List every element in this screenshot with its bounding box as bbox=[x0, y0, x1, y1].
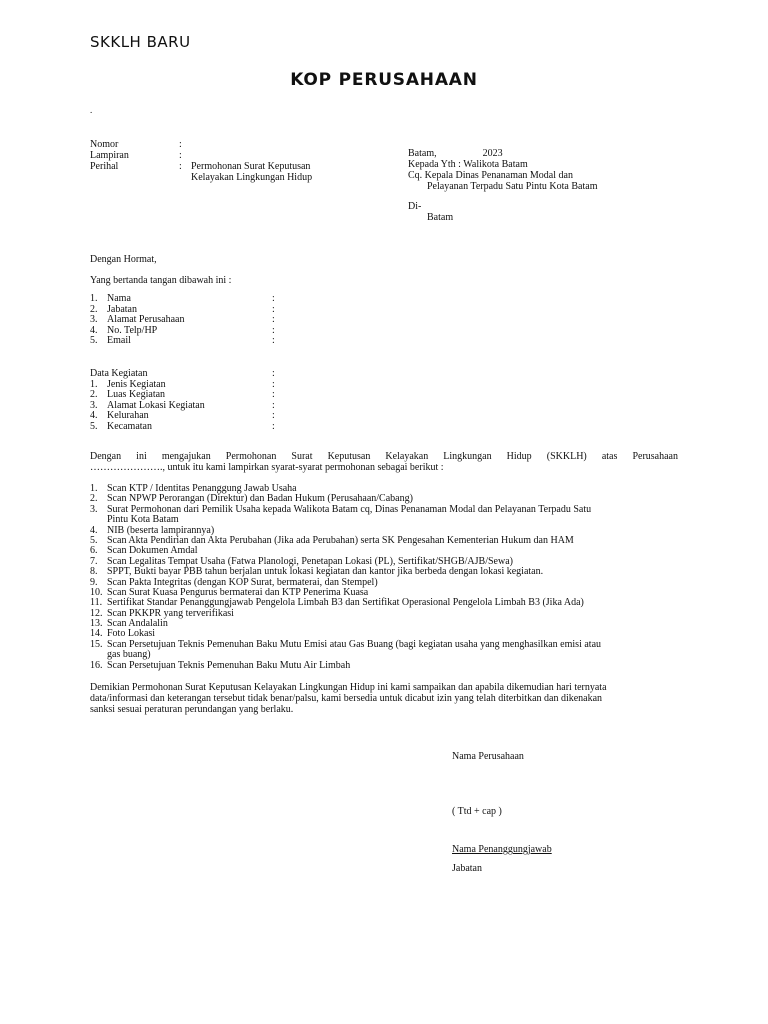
meta-colon: : bbox=[179, 139, 182, 150]
request-line: Dengan ini mengajukan Permohonan Surat Keputusan Kelayakan Lingkungan Hidup (SKKLH) atas Perusahaan bbox=[90, 451, 678, 462]
field-label: Nama bbox=[107, 293, 131, 304]
activity-list bbox=[90, 380, 275, 433]
date-year: 2023 bbox=[482, 148, 503, 159]
field-colon: : bbox=[272, 293, 275, 304]
field-label: Kelurahan bbox=[107, 410, 149, 421]
activity-section bbox=[90, 369, 275, 432]
item-text: Scan Pakta Integritas (dengan KOP Surat, bermaterai, dan Stempel) bbox=[107, 576, 378, 588]
intro-line: Yang bertanda tangan dibawah ini : bbox=[90, 275, 232, 286]
field-colon: : bbox=[272, 420, 275, 432]
field-label: Alamat Perusahaan bbox=[107, 314, 185, 325]
item-number: 1. bbox=[90, 483, 98, 494]
field-label: Jabatan bbox=[107, 303, 137, 315]
item-number: 4. bbox=[90, 410, 98, 421]
meta-colon: : bbox=[179, 161, 182, 172]
meta-value: Permohonan Surat Keputusan bbox=[191, 161, 311, 172]
item-number: 4. bbox=[90, 524, 98, 536]
list-item bbox=[90, 422, 275, 433]
field-colon: : bbox=[272, 324, 275, 336]
item-number: 2. bbox=[90, 303, 98, 315]
item-number: 3. bbox=[90, 503, 98, 515]
list-item bbox=[90, 640, 601, 650]
request-line: …………………., untuk itu kami lampirkan syarat-syarat permohonan sebagai berikut : bbox=[90, 462, 444, 473]
item-number: 2. bbox=[90, 493, 98, 505]
list-item bbox=[90, 661, 601, 671]
item-number: 16. bbox=[90, 659, 103, 671]
field-label: Email bbox=[107, 335, 131, 346]
meta-value-cont: Kelayakan Lingkungan Hidup bbox=[191, 172, 313, 183]
field-colon: : bbox=[272, 335, 275, 346]
item-text: Sertifikat Standar Penanggungjawab Pengelola Limbah B3 dan Sertifikat Operasional Pengelola Limbah B3 (Jika Ada) bbox=[107, 597, 584, 609]
item-text: NIB (beserta lampirannya) bbox=[107, 524, 215, 536]
item-number: 1. bbox=[90, 378, 98, 390]
recipient-to: Kepada Yth : Walikota Batam bbox=[408, 159, 528, 170]
item-text: Scan Persetujuan Teknis Pemenuhan Baku Mutu Air Limbah bbox=[107, 659, 351, 671]
item-number: 9. bbox=[90, 576, 98, 588]
greeting: Dengan Hormat, bbox=[90, 254, 157, 265]
identity-list bbox=[90, 294, 275, 347]
meta-label: Nomor bbox=[90, 139, 119, 150]
item-number: 7. bbox=[90, 555, 98, 567]
list-item bbox=[90, 336, 275, 347]
item-text: Scan KTP / Identitas Penanggung Jawab Usaha bbox=[107, 483, 297, 494]
item-number: 1. bbox=[90, 293, 98, 304]
item-text: SPPT, Bukti bayar PBB tahun berjalan untuk lokasi kegiatan dan kantor jika berbeda dengan lokasi kegiatan. bbox=[107, 566, 544, 578]
stray-dot: . bbox=[90, 105, 93, 115]
meta-label: Perihal bbox=[90, 161, 119, 172]
activity-title-row bbox=[90, 369, 275, 380]
field-colon: : bbox=[272, 399, 275, 411]
item-number: 12. bbox=[90, 607, 103, 619]
item-number: 8. bbox=[90, 566, 98, 578]
item-text: Scan Akta Pendirian dan Akta Perubahan (Jika ada Perubahan) serta SK Pengesahan Kementerian Hukum dan HAM bbox=[107, 534, 574, 546]
closing-line: Demikian Permohonan Surat Keputusan Kelayakan Lingkungan Hidup ini kami sampaikan dan apabila dikemudian hari ternyata bbox=[90, 682, 607, 693]
item-text: Scan Legalitas Tempat Usaha (Fatwa Planologi, Penetapan Lokasi (PL), Sertifikat/SHGB/AJB/Sewa) bbox=[107, 555, 513, 567]
item-number: 3. bbox=[90, 314, 98, 325]
item-number: 14. bbox=[90, 628, 103, 640]
signatory-name: Nama Penanggungjawab bbox=[452, 844, 552, 855]
meta-label: Lampiran bbox=[90, 150, 129, 161]
list-item bbox=[90, 315, 275, 326]
closing-line: data/informasi dan keterangan tersebut tidak benar/palsu, kami bersedia untuk dicabut izin yang telah diterbitkan dan dikenakan bbox=[90, 693, 603, 704]
item-text: Scan Surat Kuasa Pengurus bermaterai dan KTP Penerima Kuasa bbox=[107, 586, 369, 598]
list-item bbox=[90, 411, 275, 422]
recipient-cq-line2: Pelayanan Terpadu Satu Pintu Kota Batam bbox=[427, 181, 598, 192]
signature-company: Nama Perusahaan bbox=[452, 751, 524, 762]
document-tag: SKKLH BARU bbox=[90, 33, 191, 51]
list-item-continuation: Pintu Kota Batam bbox=[107, 514, 179, 526]
item-text: Surat Permohonan dari Pemilik Usaha kepada Walikota Batam cq, Dinas Penanaman Modal dan Pelayanan Terpadu Satu bbox=[107, 503, 592, 515]
item-number: 5. bbox=[90, 335, 98, 346]
signatory-position: Jabatan bbox=[452, 863, 482, 874]
field-colon: : bbox=[272, 368, 275, 379]
letterhead-title: KOP PERUSAHAAN bbox=[290, 70, 478, 90]
requirements-list bbox=[90, 484, 601, 671]
request-paragraph bbox=[90, 452, 678, 474]
item-number: 15. bbox=[90, 638, 103, 650]
recipient-cq-line1: Cq. Kepala Dinas Penanaman Modal dan bbox=[408, 170, 573, 181]
field-label: No. Telp/HP bbox=[107, 324, 158, 336]
item-text: Foto Lokasi bbox=[107, 628, 156, 640]
closing-paragraph bbox=[90, 683, 607, 716]
list-item-continuation: gas buang) bbox=[107, 649, 151, 661]
list-item bbox=[90, 619, 601, 629]
item-number: 3. bbox=[90, 399, 98, 411]
item-number: 4. bbox=[90, 324, 98, 336]
item-number: 6. bbox=[90, 545, 98, 557]
closing-line: sanksi sesuai peraturan perundangan yang berlaku. bbox=[90, 704, 294, 715]
meta-row-perihal-cont bbox=[90, 173, 312, 184]
date-city: Batam, bbox=[408, 148, 437, 159]
field-label: Kecamatan bbox=[107, 420, 152, 432]
item-number: 5. bbox=[90, 534, 98, 546]
item-text: Scan Andalalin bbox=[107, 618, 168, 630]
item-number: 13. bbox=[90, 618, 103, 630]
item-number: 10. bbox=[90, 586, 103, 598]
item-text: Scan NPWP Perorangan (Direktur) dan Badan Hukum (Perusahaan/Cabang) bbox=[107, 493, 413, 505]
field-label: Jenis Kegiatan bbox=[107, 378, 166, 390]
item-text: Scan Dokumen Amdal bbox=[107, 545, 198, 557]
letter-meta bbox=[90, 140, 312, 184]
item-number: 11. bbox=[90, 597, 103, 609]
activity-title: Data Kegiatan bbox=[90, 368, 148, 379]
field-colon: : bbox=[272, 303, 275, 315]
recipient-place: Batam bbox=[427, 212, 454, 223]
field-colon: : bbox=[272, 410, 275, 421]
field-label: Luas Kegiatan bbox=[107, 389, 166, 400]
recipient-di: Di- bbox=[408, 201, 422, 212]
item-text: Scan PKKPR yang terverifikasi bbox=[107, 607, 234, 619]
field-colon: : bbox=[272, 314, 275, 325]
field-colon: : bbox=[272, 389, 275, 400]
list-item bbox=[90, 390, 275, 401]
list-item bbox=[90, 294, 275, 305]
recipient-block bbox=[408, 149, 597, 224]
meta-colon: : bbox=[179, 150, 182, 161]
item-text: Scan Persetujuan Teknis Pemenuhan Baku Mutu Emisi atau Gas Buang (bagi kegiatan usaha yang menghasilkan emisi atau bbox=[107, 638, 602, 650]
item-number: 5. bbox=[90, 420, 98, 432]
item-number: 2. bbox=[90, 389, 98, 400]
field-label: Alamat Lokasi Kegiatan bbox=[107, 399, 205, 411]
signature-placeholder: ( Ttd + cap ) bbox=[452, 806, 502, 817]
field-colon: : bbox=[272, 378, 275, 390]
